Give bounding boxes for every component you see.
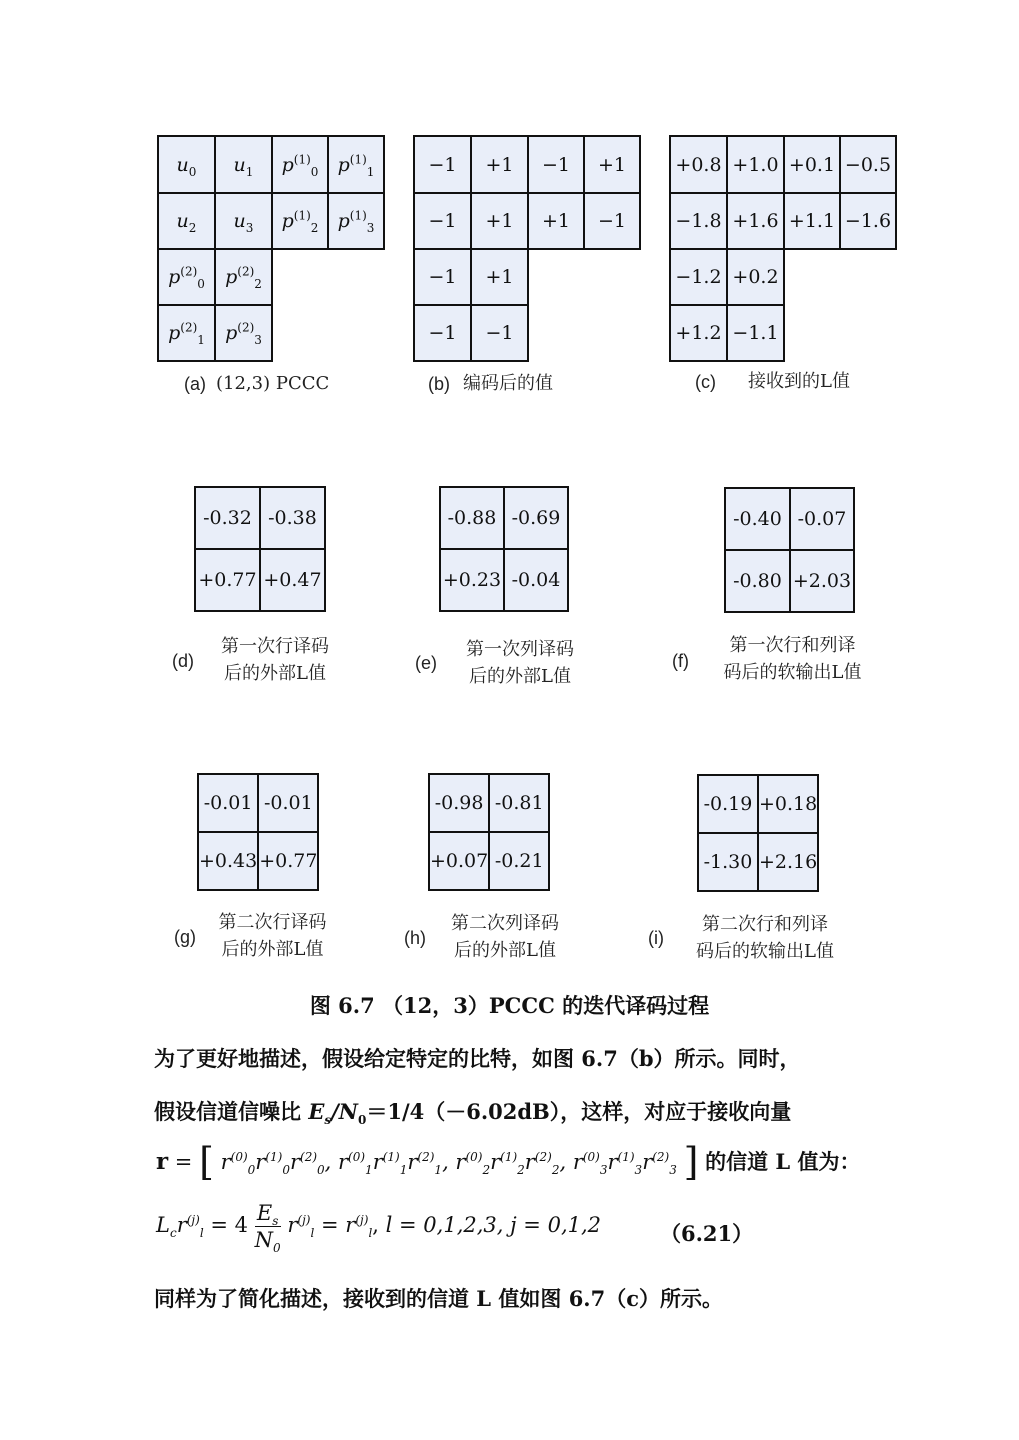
grid-cell: −1 xyxy=(414,305,471,361)
grid-c xyxy=(669,135,897,362)
equation-params: l = 0,1,2,3, j = 0,1,2 xyxy=(385,1213,602,1237)
grid-cell: −1.2 xyxy=(670,249,727,305)
grid-cell: −1 xyxy=(414,136,471,193)
caption-line-1: 第二次行和列译 xyxy=(702,914,828,935)
grid-cell: −1 xyxy=(471,305,528,361)
grid-b xyxy=(413,135,641,362)
grid-cell: -0.98 xyxy=(429,774,489,832)
paragraph-2-text-b: ＝1/4（－6.02dB），这样，对应于接收向量 xyxy=(366,1099,792,1124)
grid-cell: -0.32 xyxy=(195,487,260,549)
grid-cell: +1 xyxy=(471,249,528,305)
panel-letter-i: (i) xyxy=(648,928,664,948)
caption-line-2: 后的外部L值 xyxy=(224,663,326,684)
cell-p3-1: $p^{(1)}_3$ xyxy=(328,193,384,249)
grid-cell: +1 xyxy=(471,136,528,193)
grid-cell: +1.6 xyxy=(727,193,784,249)
grid-cell: −1.8 xyxy=(670,193,727,249)
cell-u3: $u_3$ xyxy=(215,193,272,249)
caption-line-2: 后的外部L值 xyxy=(469,666,571,687)
paragraph-3-tail: 的信道 L 值为： xyxy=(705,1149,861,1174)
panel-caption-f xyxy=(700,632,885,686)
caption-line-1: 第一次行和列译 xyxy=(729,635,856,656)
grid-cell: -0.19 xyxy=(698,775,758,833)
panel-letter-g: (g) xyxy=(174,927,196,947)
grid-cell: -0.01 xyxy=(258,774,318,832)
panel-letter-a: (a) xyxy=(184,374,206,394)
panel-letter-d: (d) xyxy=(172,651,194,671)
panel-letter-c: (c) xyxy=(695,372,716,392)
es-over-n0-fraction: $\frac{E_s}{N_0}$ xyxy=(254,1201,281,1256)
panel-caption-b: 编码后的值 xyxy=(463,373,553,394)
cell-u0: $u_0$ xyxy=(158,136,215,193)
grid-cell: +0.77 xyxy=(258,832,318,890)
grid-cell: +2.16 xyxy=(758,833,818,891)
panel-caption-g xyxy=(200,909,345,963)
cell-u2: $u_2$ xyxy=(158,193,215,249)
grid-cell: +1 xyxy=(471,193,528,249)
grid-cell: +1.0 xyxy=(727,136,784,193)
caption-line-2: 后的外部L值 xyxy=(454,940,556,961)
grid-cell: +0.18 xyxy=(758,775,818,833)
r-vector-symbol: r xyxy=(156,1148,169,1175)
caption-line-1: 第一次列译码 xyxy=(466,639,574,660)
grid-cell: −1 xyxy=(414,193,471,249)
panel-letter-h: (h) xyxy=(404,928,426,948)
grid-cell: -0.81 xyxy=(489,774,549,832)
grid-cell: −1.6 xyxy=(840,193,896,249)
panel-letter-f: (f) xyxy=(672,651,689,671)
caption-line-1: 第二次行译码 xyxy=(218,912,327,933)
grid-cell: +0.23 xyxy=(440,549,504,611)
cell-u1: $u_1$ xyxy=(215,136,272,193)
equation-lhs: $L_cr^{(j)}_l$ xyxy=(156,1213,204,1241)
grid-cell: +1.2 xyxy=(670,305,727,361)
r-vector-elements: $r^{(0)}_0r^{(1)}_0r^{(2)}_0$, $r^{(0)}_1r^{(1)}_1r^{(2)}_1$, $r^{(0)}_2r^{(1)}_2r^{(2)}_2$, $r^{(0)}_3r^{(1)}_3r^{(2)}_3$ xyxy=(220,1150,677,1178)
panel-caption-a: (12,3) PCCC xyxy=(216,373,330,394)
grid-cell: +1 xyxy=(528,193,584,249)
grid-f xyxy=(724,487,855,613)
received-vector-line: r = [ $r^{(0)}_0r^{(1)}_0r^{(2)}_0$, $r^{(0)}_1r^{(1)}_1r^{(2)}_1$, $r^{(0)}_2r^{(1)}_2r^{(2)}_2$, $r^{(0)}_3r^{(1)}_3r^{(2)}_3$ ] 的信道 L 值为： xyxy=(156,1140,861,1184)
caption-line-1: 第二次列译码 xyxy=(451,913,559,934)
grid-cell: +2.03 xyxy=(790,550,854,612)
cell-p1-1: $p^{(1)}_1$ xyxy=(328,136,384,193)
grid-e xyxy=(439,486,569,612)
right-bracket: ] xyxy=(683,1140,699,1184)
panel-caption-i xyxy=(675,911,855,965)
equation-number: （6.21） xyxy=(660,1221,754,1246)
grid-cell: -0.01 xyxy=(198,774,258,832)
grid-i xyxy=(697,774,819,892)
paragraph-2-text-a: 假设信道信噪比 xyxy=(154,1099,309,1124)
grid-cell: -0.69 xyxy=(504,487,568,549)
caption-line-2: 后的外部L值 xyxy=(221,939,324,960)
panel-caption-h xyxy=(430,910,580,964)
grid-cell: -0.21 xyxy=(489,832,549,890)
grid-cell: -0.04 xyxy=(504,549,568,611)
grid-d xyxy=(194,486,326,612)
panel-caption-e xyxy=(445,636,595,690)
grid-cell: +0.47 xyxy=(260,549,325,611)
grid-cell: +0.07 xyxy=(429,832,489,890)
grid-cell: -0.40 xyxy=(725,488,790,550)
cell-p2-1: $p^{(1)}_2$ xyxy=(272,193,328,249)
caption-line-2: 码后的软输出L值 xyxy=(696,941,834,962)
figure-caption: 图 6.7 （12，3）PCCC 的迭代译码过程 xyxy=(309,993,710,1018)
grid-h xyxy=(428,773,550,891)
caption-line-2: 码后的软输出L值 xyxy=(723,662,862,683)
cell-p0-1: $p^{(1)}_0$ xyxy=(272,136,328,193)
grid-cell: +0.77 xyxy=(195,549,260,611)
grid-cell: -0.80 xyxy=(725,550,790,612)
grid-cell: -0.07 xyxy=(790,488,854,550)
grid-cell: +0.43 xyxy=(198,832,258,890)
grid-g xyxy=(197,773,319,891)
caption-line-1: 第一次行译码 xyxy=(221,636,329,657)
grid-cell: −1 xyxy=(528,136,584,193)
grid-cell: −1.1 xyxy=(727,305,784,361)
grid-cell: −0.5 xyxy=(840,136,896,193)
panel-letter-b: (b) xyxy=(428,374,450,394)
grid-a xyxy=(157,135,385,362)
grid-cell: -0.88 xyxy=(440,487,504,549)
cell-p0-2: $p^{(2)}_0$ xyxy=(158,249,215,305)
cell-p1-2: $p^{(2)}_1$ xyxy=(158,305,215,361)
cell-p2-2: $p^{(2)}_2$ xyxy=(215,249,272,305)
grid-cell: +1.1 xyxy=(784,193,840,249)
grid-cell: +0.1 xyxy=(784,136,840,193)
panel-caption-d xyxy=(200,633,350,687)
paragraph-4: 同样为了简化描述，接收到的信道 L 值如图 6.7（c）所示。 xyxy=(154,1286,724,1311)
grid-cell: +0.8 xyxy=(670,136,727,193)
grid-cell: −1 xyxy=(584,193,640,249)
panel-caption-c: 接收到的L值 xyxy=(748,371,850,392)
left-bracket: [ xyxy=(199,1140,214,1184)
grid-cell: −1 xyxy=(414,249,471,305)
grid-cell: +0.2 xyxy=(727,249,784,305)
equation-rhs: $r^{(j)}_l$ xyxy=(287,1213,315,1241)
grid-cell: -1.30 xyxy=(698,833,758,891)
panel-letter-e: (e) xyxy=(415,653,437,673)
snr-expression: $E_s/N$ xyxy=(308,1099,358,1128)
grid-cell: +1 xyxy=(584,136,640,193)
equation-6-21: $L_cr^{(j)}_l = 4$ $\frac{E_s}{N_0}$ $r^{(j)}_l = r^{(j)}_l$, l = 0,1,2,3, j = 0,1,2 xyxy=(156,1201,602,1256)
paragraph-1: 为了更好地描述，假设给定特定的比特，如图 6.7（b）所示。同时， xyxy=(154,1046,801,1071)
cell-p3-2: $p^{(2)}_3$ xyxy=(215,305,272,361)
grid-cell: -0.38 xyxy=(260,487,325,549)
paragraph-2: 假设信道信噪比 $E_s/N_0=1/4(-6.02dB)$，这样，对应于接收向量 xyxy=(154,1099,792,1128)
